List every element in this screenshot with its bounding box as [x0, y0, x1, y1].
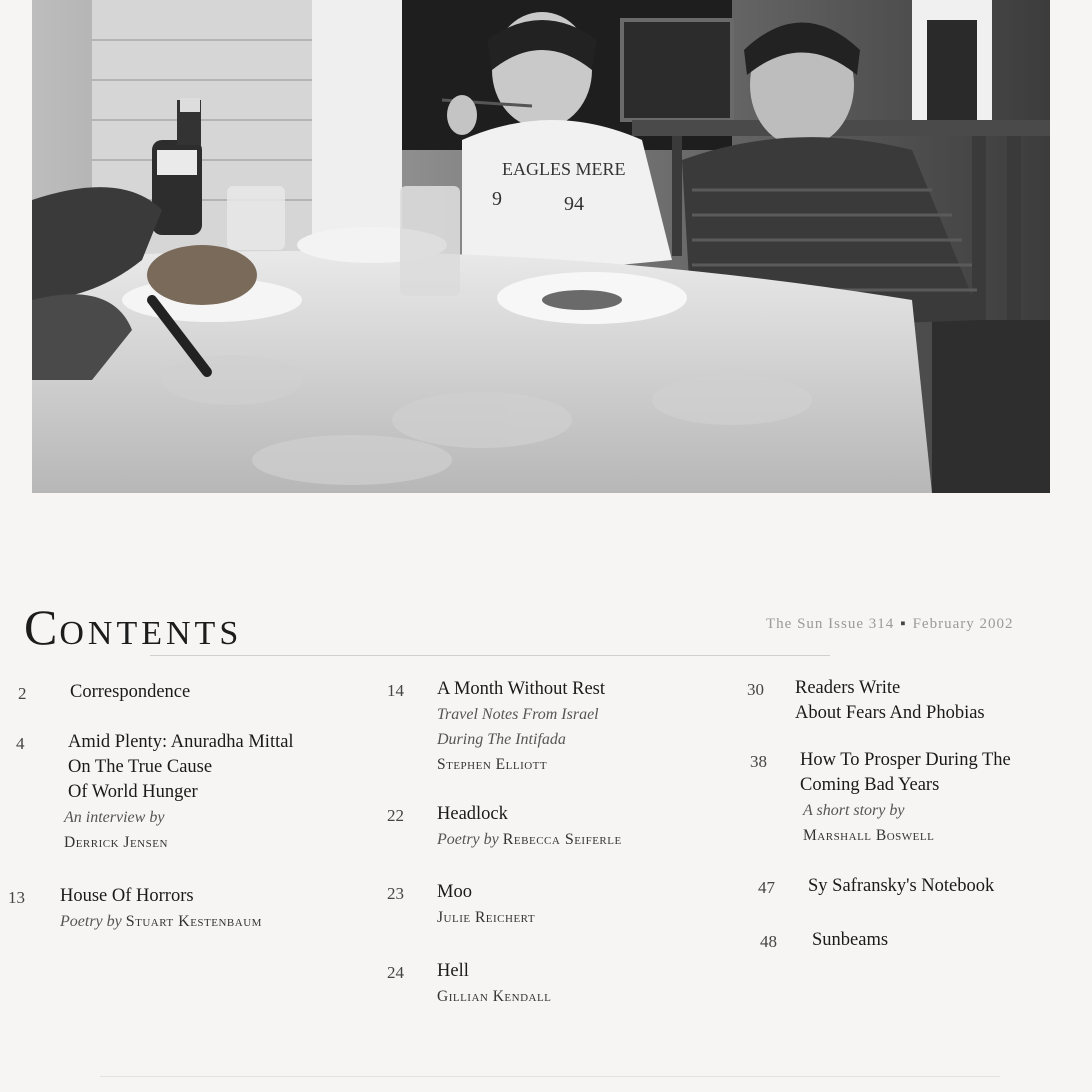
contents-heading	[24, 598, 242, 656]
toc-title: Sy Safransky's Notebook	[808, 876, 995, 896]
tshirt-year-right: 94	[564, 193, 584, 215]
issue-date: February 2002	[912, 616, 1014, 632]
toc-title: Hell	[437, 961, 469, 981]
toc-page-number: 24	[387, 963, 404, 982]
toc-author: Julie Reichert	[437, 909, 536, 926]
toc-title-line: Readers Write	[795, 678, 901, 698]
tshirt-text: EAGLES MERE	[502, 159, 626, 179]
toc-author: Marshall Boswell	[803, 827, 935, 844]
toc-author: Gillian Kendall	[437, 988, 552, 1005]
toc-title: Moo	[437, 882, 472, 902]
toc-title: Sunbeams	[812, 930, 889, 950]
toc-title: Headlock	[437, 804, 508, 824]
toc-subtitle: An interview by	[64, 809, 165, 826]
toc-subtitle	[60, 909, 262, 934]
toc-page-number: 48	[760, 932, 777, 951]
toc-sub-prefix: Poetry by	[60, 913, 122, 930]
toc-entry-moo[interactable]	[387, 880, 536, 930]
toc-title: House Of Horrors	[60, 886, 194, 906]
toc-entry-house-of-horrors[interactable]	[8, 884, 262, 934]
toc-entry-how-to-prosper[interactable]	[750, 748, 1011, 848]
tshirt-year-left: 9	[492, 188, 502, 210]
toc-author: Derrick Jensen	[64, 834, 168, 851]
toc-entry-month-without-rest[interactable]	[387, 677, 605, 777]
toc-title-line: On The True Cause	[68, 757, 213, 777]
toc-entry-notebook[interactable]	[758, 874, 995, 899]
toc-page-number: 4	[16, 734, 25, 753]
toc-entry-hell[interactable]	[387, 959, 552, 1009]
toc-title-line: About Fears And Phobias	[795, 703, 985, 723]
issue-separator: ▪	[900, 616, 907, 632]
issue-info	[766, 616, 1013, 633]
toc-title: A Month Without Rest	[437, 679, 605, 699]
toc-author: Rebecca Seiferle	[502, 831, 622, 848]
contents-heading-cap: C	[24, 599, 60, 655]
header-rule	[150, 655, 830, 656]
toc-entry-sunbeams[interactable]	[760, 928, 889, 953]
issue-number: The Sun Issue 314	[766, 616, 895, 632]
toc-subtitle-line: During The Intifada	[437, 731, 566, 748]
photo-illustration	[32, 0, 1050, 493]
toc-author: Stephen Elliott	[437, 756, 548, 773]
toc-entry-readers-write[interactable]	[747, 676, 985, 726]
toc-page-number: 38	[750, 752, 767, 771]
toc-entry-correspondence[interactable]	[18, 680, 191, 705]
toc-subtitle-line: Travel Notes From Israel	[437, 706, 599, 723]
toc-page-number: 13	[8, 888, 25, 907]
page-bottom-rule	[100, 1076, 1000, 1077]
toc-entry-amid-plenty[interactable]	[16, 730, 294, 855]
toc-title-line: Amid Plenty: Anuradha Mittal	[68, 732, 294, 752]
toc-title: Correspondence	[70, 682, 191, 702]
toc-subtitle	[437, 827, 622, 852]
toc-sub-prefix: Poetry by	[437, 831, 499, 848]
toc-entry-headlock[interactable]	[387, 802, 622, 852]
toc-page-number: 22	[387, 806, 404, 825]
toc-page-number: 2	[18, 684, 27, 703]
contents-heading-rest: ONTENTS	[59, 615, 243, 652]
toc-page-number: 30	[747, 680, 764, 699]
toc-title-line: How To Prosper During The	[800, 750, 1011, 770]
toc-subtitle: A short story by	[803, 802, 905, 819]
toc-title-line: Of World Hunger	[68, 782, 198, 802]
toc-page-number: 14	[387, 681, 404, 700]
toc-page-number: 47	[758, 878, 775, 897]
toc-page-number: 23	[387, 884, 404, 903]
cover-photo	[32, 0, 1050, 493]
toc-author: Stuart Kestenbaum	[125, 913, 262, 930]
toc-title-line: Coming Bad Years	[800, 775, 940, 795]
